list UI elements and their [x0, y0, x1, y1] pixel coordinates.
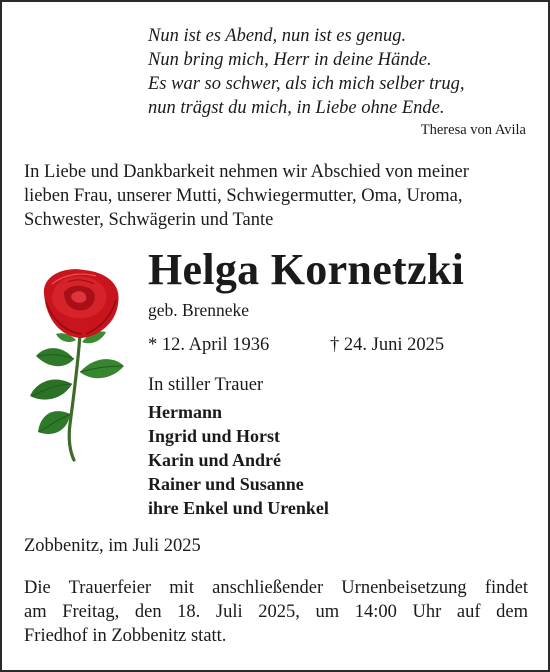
deceased-name: Helga Kornetzki: [148, 245, 465, 294]
rose-icon: [24, 264, 152, 464]
death-date: † 24. Juni 2025: [330, 335, 445, 355]
poem-line: nun trägst du mich, in Liebe ohne Ende.: [148, 98, 445, 118]
place-and-date: Zobbenitz, im Juli 2025: [24, 536, 201, 556]
intro-line: Schwester, Schwägerin und Tante: [24, 210, 274, 230]
poem-line: Nun bring mich, Herr in deine Hände.: [148, 50, 432, 70]
mourner-name: Ingrid und Horst: [148, 426, 281, 446]
mourner-name: Hermann: [148, 402, 222, 422]
birth-date: * 12. April 1936: [148, 335, 270, 355]
mourning-label: In stiller Trauer: [148, 375, 264, 395]
funeral-notice: [24, 576, 528, 648]
mourners-list: [148, 400, 329, 520]
poem-line: Nun ist es Abend, nun ist es genug.: [148, 26, 407, 46]
funeral-line: Friedhof in Zobbenitz statt.: [24, 626, 227, 646]
intro-line: In Liebe und Dankbarkeit nehmen wir Abschied von meiner: [24, 162, 469, 182]
mourner-name: Rainer und Susanne: [148, 474, 304, 494]
funeral-line: am Freitag, den 18. Juli 2025, um 14:00 Uhr auf dem: [24, 602, 528, 622]
poem: [148, 24, 528, 120]
poem-author: Theresa von Avila: [420, 122, 526, 138]
intro-text: [24, 160, 534, 232]
poem-line: Es war so schwer, als ich mich selber trug,: [148, 74, 465, 94]
mourner-name: ihre Enkel und Urenkel: [148, 498, 329, 518]
funeral-line: Die Trauerfeier mit anschließender Urnenbeisetzung findet: [24, 578, 528, 598]
mourner-name: Karin und André: [148, 450, 282, 470]
intro-line: lieben Frau, unserer Mutti, Schwiegermutter, Oma, Uroma,: [24, 186, 463, 206]
maiden-name: geb. Brenneke: [148, 300, 250, 320]
